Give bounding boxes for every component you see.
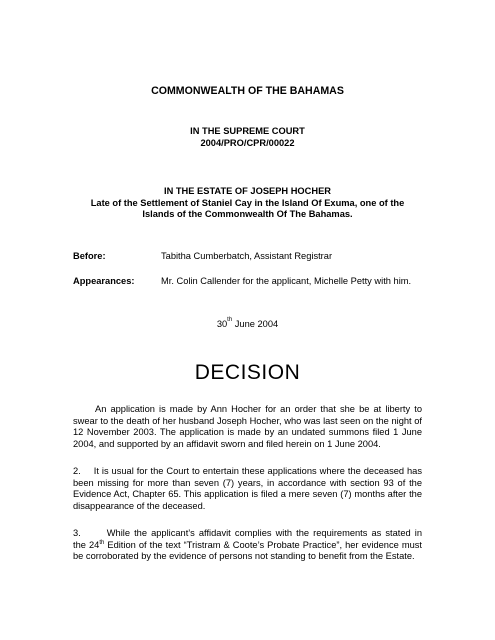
estate-description-line2: Islands of the Commonwealth Of The Bahamas. bbox=[142, 209, 353, 219]
paragraph-2-number: 2. bbox=[73, 466, 81, 476]
estate-heading bbox=[0, 186, 495, 221]
before-label: Before: bbox=[73, 251, 106, 261]
date-day: 30 bbox=[216, 319, 228, 329]
paragraph-3 bbox=[73, 528, 422, 563]
paragraph-1 bbox=[73, 404, 422, 450]
case-number: 2004/PRO/CPR/00022 bbox=[200, 138, 295, 148]
decision-date bbox=[0, 319, 495, 329]
estate-title: IN THE ESTATE OF JOSEPH HOCHER bbox=[163, 186, 332, 196]
court-name: IN THE SUPREME COURT bbox=[190, 126, 305, 136]
date-rest: June 2004 bbox=[232, 319, 279, 329]
country-heading: COMMONWEALTH OF THE BAHAMAS bbox=[151, 85, 344, 97]
paragraph-2 bbox=[73, 466, 422, 512]
appearances-label: Appearances: bbox=[73, 276, 135, 286]
court-heading bbox=[0, 125, 495, 149]
paragraph-3-sup: th bbox=[99, 539, 105, 546]
decision-title: DECISION bbox=[194, 361, 301, 384]
date-suffix: th bbox=[227, 317, 233, 323]
paragraph-3-text-a: While the applicant’s affidavit complies with the requirements as stated in the 24 bbox=[73, 528, 422, 550]
appearances-value: Mr. Colin Callender for the applicant, Michelle Petty with him. bbox=[161, 276, 412, 286]
paragraph-2-text: It is usual for the Court to entertain these applications where the deceased has been missing for more than seven (7) years, in accordance with section 93 of the Evidence Act, Chapter 65. This application is filed a mere seven (7) months after the disappearance of the deceased. bbox=[73, 466, 422, 511]
paragraph-1-text: An application is made by Ann Hocher for an order that she be at liberty to swear to the death of her husband Joseph Hocher, who was last seen on the night of 12 November 2003. The application is made by an undated summons filed 1 June 2004, and supported by an affidavit sworn and filed herein on 1 June 2004. bbox=[73, 404, 422, 449]
paragraph-3-text-b: Edition of the text “Tristram & Coote’s Probate Practice”, her evidence must be corroborated by the evidence of persons not standing to benefit from the Estate. bbox=[73, 539, 422, 561]
estate-description-line1: Late of the Settlement of Staniel Cay in the Island Of Exuma, one of the bbox=[90, 197, 405, 208]
paragraph-3-number: 3. bbox=[73, 528, 81, 538]
before-value: Tabitha Cumberbatch, Assistant Registrar bbox=[161, 251, 333, 261]
